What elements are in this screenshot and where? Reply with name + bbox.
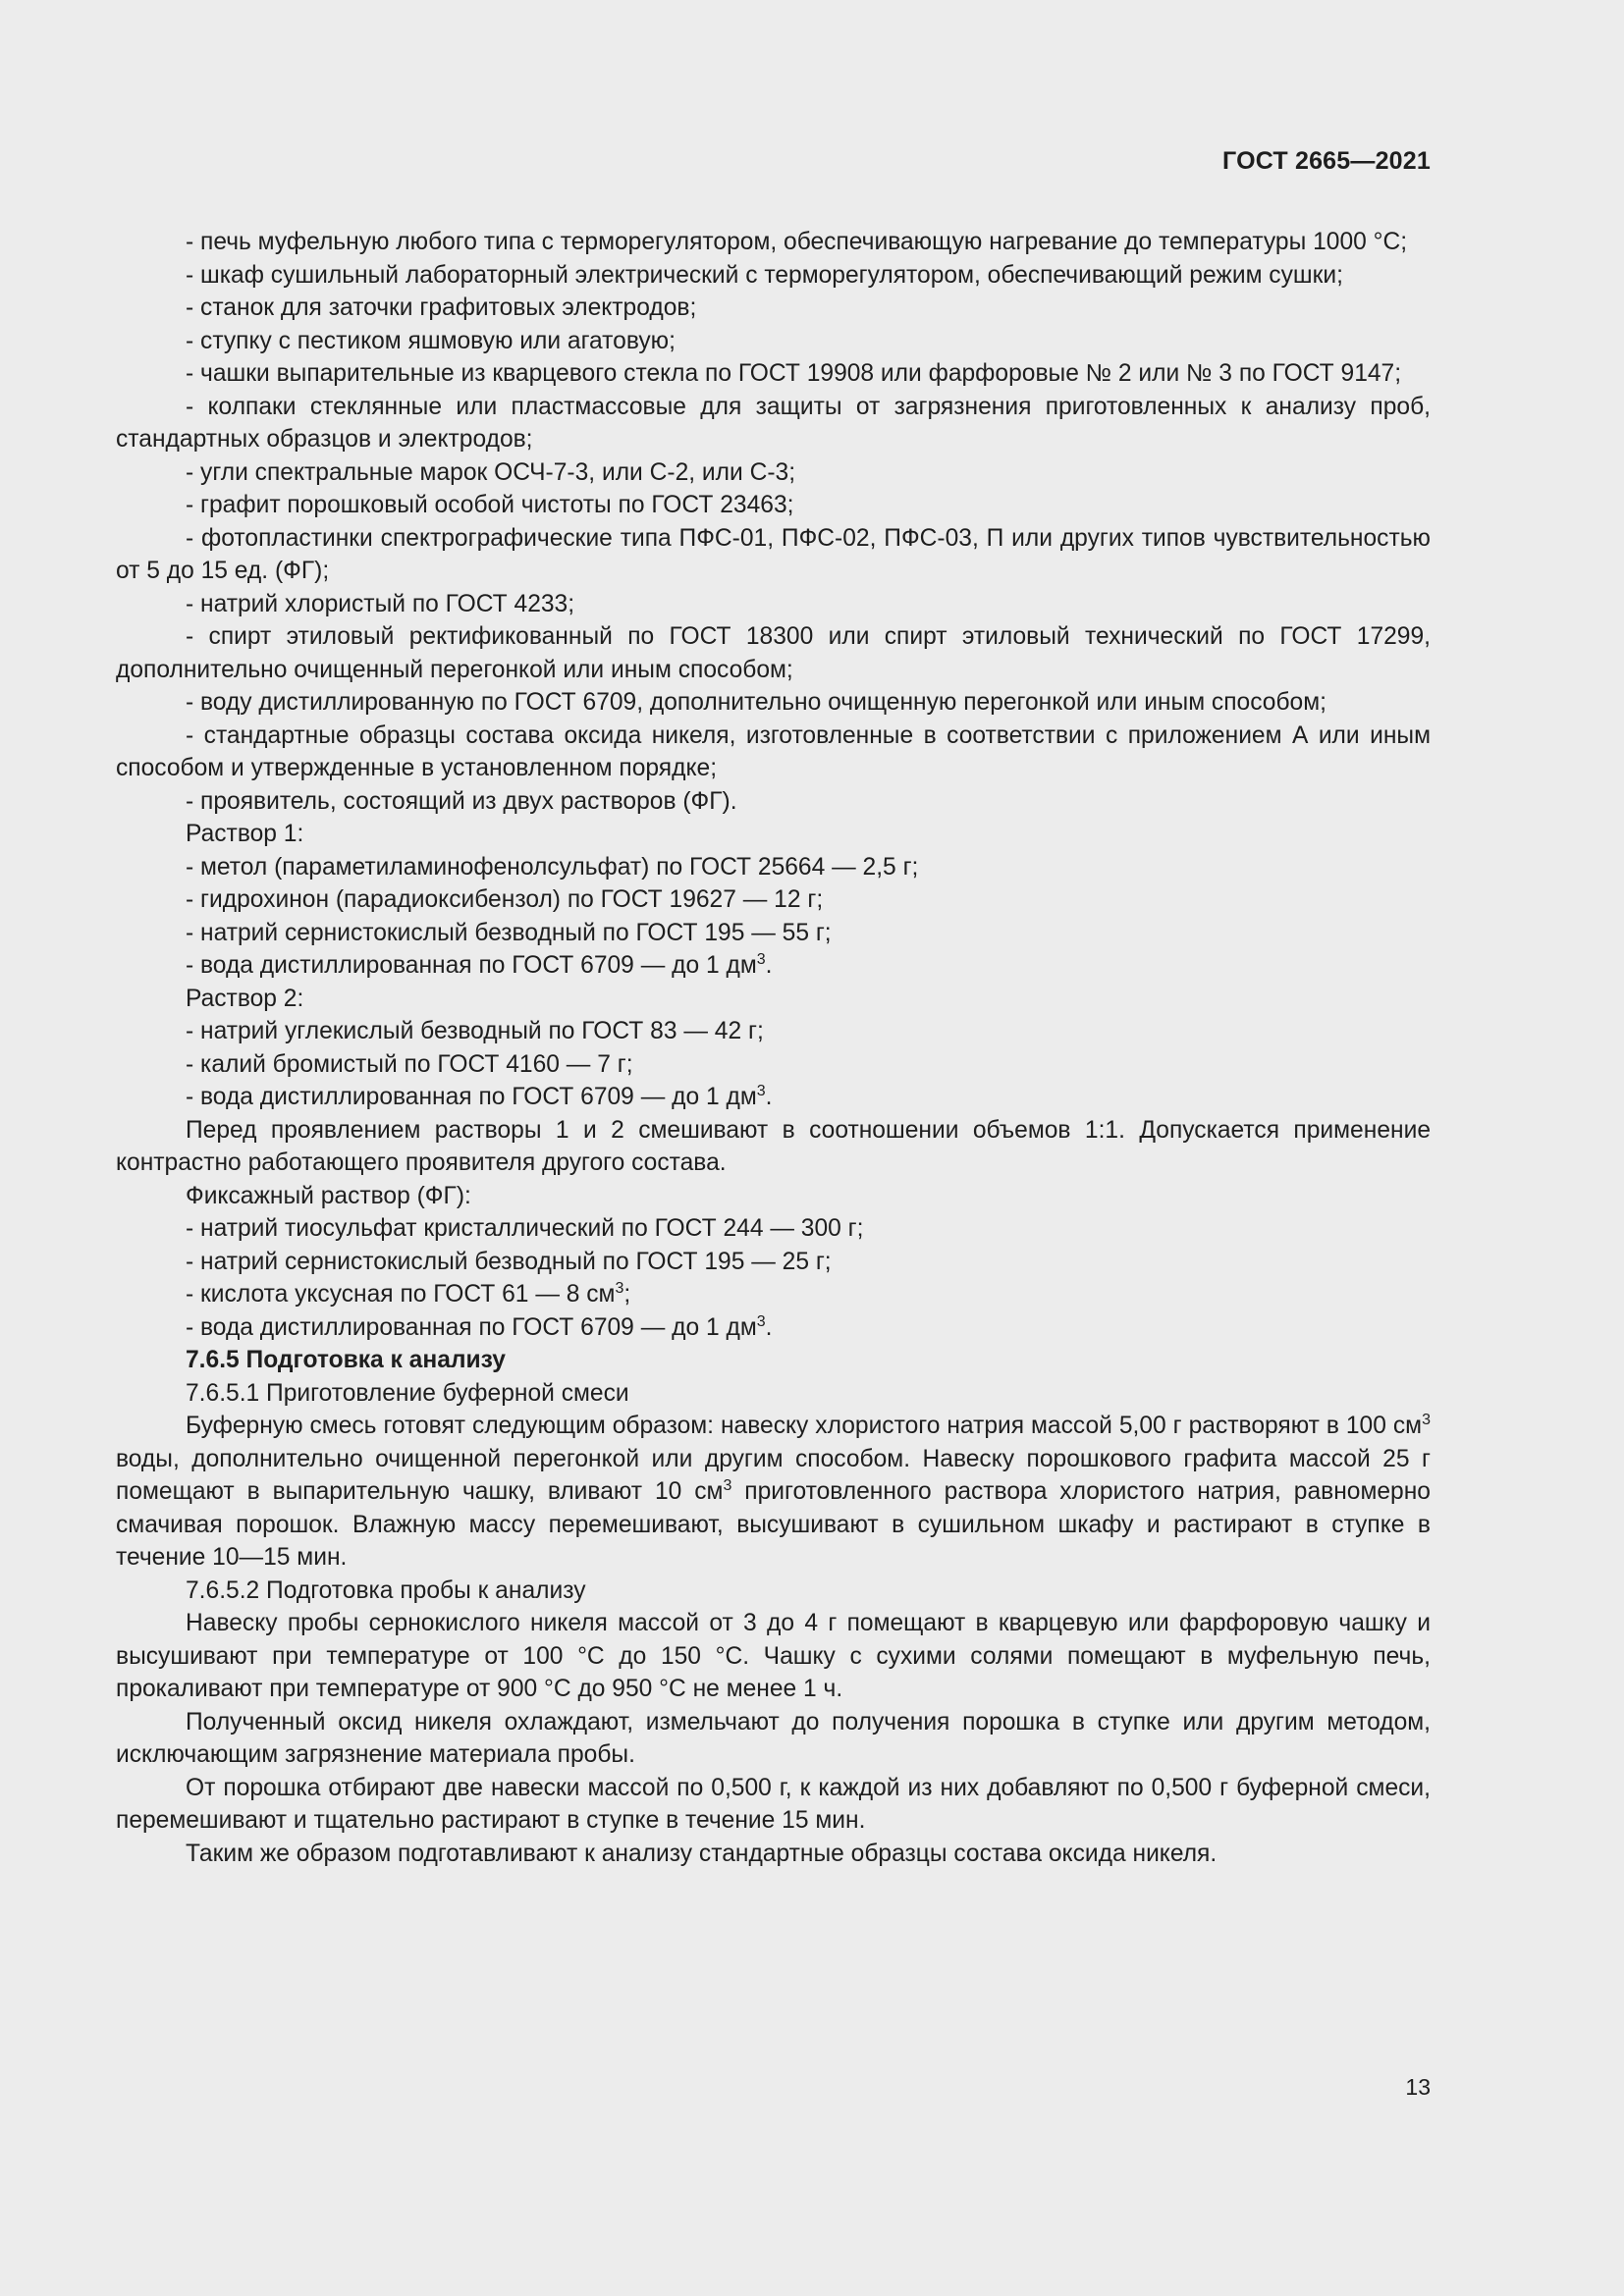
paragraph: - натрий хлористый по ГОСТ 4233; [186,590,575,617]
paragraph: - ступку с пестиком яшмовую или агатовую; [186,327,676,354]
paragraph-text: - вода дистиллированная по ГОСТ 6709 — до 1 дм [186,1313,757,1341]
subsection-title: 7.6.5.2 Подготовка пробы к анализу [186,1576,586,1604]
superscript: 3 [756,1312,766,1330]
paragraph: Таким же образом подготавливают к анализу стандартные образцы состава оксида никеля. [186,1840,1218,1867]
paragraph: - гидрохинон (парадиоксибензол) по ГОСТ 19627 — 12 г; [186,886,824,913]
subsection-title: 7.6.5.1 Приготовление буферной смеси [186,1379,629,1407]
paragraph: - станок для заточки графитовых электродов; [186,294,697,321]
paragraph-text: - кислота уксусная по ГОСТ 61 — 8 см [186,1281,616,1308]
paragraph: - метол (параметиламинофенолсульфат) по ГОСТ 25664 — 2,5 г; [186,853,919,881]
paragraph-text: - вода дистиллированная по ГОСТ 6709 — до 1 дм [186,952,757,979]
solution-heading: Фиксажный раствор (ФГ): [186,1182,471,1209]
paragraph [116,1410,1431,1575]
paragraph: - калий бромистый по ГОСТ 4160 — 7 г; [186,1050,633,1078]
page-body [116,226,1431,1870]
solution-heading: Раствор 1: [186,821,304,847]
paragraph: - печь муфельную любого типа с терморегулятором, обеспечивающую нагревание до температуры 1000 °С; [186,229,1408,255]
paragraph-text: - вода дистиллированная по ГОСТ 6709 — до 1 дм [186,1084,757,1110]
paragraph-text: . [765,1313,773,1341]
paragraph-text: . [765,1084,773,1110]
paragraph-text: . [765,952,773,979]
paragraph [116,1081,1431,1114]
paragraph: От порошка отбирают две навески массой по 0,500 г, к каждой из них добавляют по 0,500 г буферной смеси, перемешивают и тщательно растирают в ступке в течение 15 мин. [116,1774,1431,1834]
document-code: ГОСТ 2665—2021 [1222,147,1431,175]
paragraph: - графит порошковый особой чистоты по ГОСТ 23463; [186,492,794,518]
paragraph: Перед проявлением растворы 1 и 2 смешивают в соотношении объемов 1:1. Допускается применение контрастно работающего проявителя другого состава. [116,1116,1431,1176]
paragraph: - угли спектральные марок ОСЧ-7-3, или С-2, или С-3; [186,458,796,486]
paragraph [116,1278,1431,1311]
paragraph: Полученный оксид никеля охлаждают, измельчают до получения порошка в ступке или другим методом, исключающим загрязнение материала пробы. [116,1708,1431,1768]
paragraph [116,949,1431,983]
paragraph: - спирт этиловый ректификованный по ГОСТ 18300 или спирт этиловый технический по ГОСТ 17299, дополнительно очищенный перегонкой или иным способом; [116,623,1431,683]
paragraph: - фотопластинки спектрографические типа ПФС-01, ПФС-02, ПФС-03, П или других типов чувствительностью от 5 до 15 ед. (ФГ); [116,524,1431,584]
paragraph: - натрий сернистокислый безводный по ГОСТ 195 — 25 г; [186,1248,832,1275]
solution-heading: Раствор 2: [186,985,304,1012]
paragraph-text: ; [623,1281,631,1308]
superscript: 3 [756,1083,766,1099]
superscript: 3 [1422,1412,1431,1428]
paragraph: - шкаф сушильный лабораторный электрический с терморегулятором, обеспечивающий режим сушки; [186,261,1343,289]
paragraph: - стандартные образцы состава оксида никеля, изготовленные в соответствии с приложением А или иным способом и утвержденные в установленном порядке; [116,721,1431,781]
superscript: 3 [723,1477,732,1494]
paragraph-text: Буферную смесь готовят следующим образом: навеску хлористого натрия массой 5,00 г растворяют в 100 см [186,1413,1423,1439]
paragraph: - воду дистиллированную по ГОСТ 6709, дополнительно очищенную перегонкой или иным способом; [186,689,1326,716]
superscript: 3 [615,1280,624,1297]
paragraph: Навеску пробы сернокислого никеля массой от 3 до 4 г помещают в кварцевую или фарфоровую чашку и высушивают при температуре от 100 °С до 150 °С. Чашку с сухими солями помещают в муфельную печь, прокаливают при температуре от 900 °С до 950 °С не менее 1 ч. [116,1610,1431,1702]
paragraph: - натрий тиосульфат кристаллический по ГОСТ 244 — 300 г; [186,1215,864,1242]
page-number: 13 [1405,2074,1431,2100]
section-title: 7.6.5 Подготовка к анализу [186,1347,506,1373]
paragraph: - проявитель, состоящий из двух растворов (ФГ). [186,787,737,815]
paragraph: - колпаки стеклянные или пластмассовые для защиты от загрязнения приготовленных к анализу проб, стандартных образцов и электродов; [116,393,1431,453]
superscript: 3 [756,951,766,968]
paragraph-text: воды, дополнительно очищенной перегонкой или другим способом. Навеску порошкового графита массой 25 г помещают в выпарительную чашку, вливают 10 см [116,1445,1431,1505]
paragraph [116,1311,1431,1345]
paragraph: - чашки выпарительные из кварцевого стекла по ГОСТ 19908 или фарфоровые № 2 или № 3 по ГОСТ 9147; [186,360,1402,387]
paragraph-text: приготовленного раствора хлористого натрия, равномерно смачивая порошок. Влажную массу перемешивают, высушивают в сушильном шкафу и растирают в ступке в течение 10—15 мин. [116,1478,1431,1571]
paragraph: - натрий сернистокислый безводный по ГОСТ 195 — 55 г; [186,919,832,946]
paragraph: - натрий углекислый безводный по ГОСТ 83 — 42 г; [186,1018,764,1044]
